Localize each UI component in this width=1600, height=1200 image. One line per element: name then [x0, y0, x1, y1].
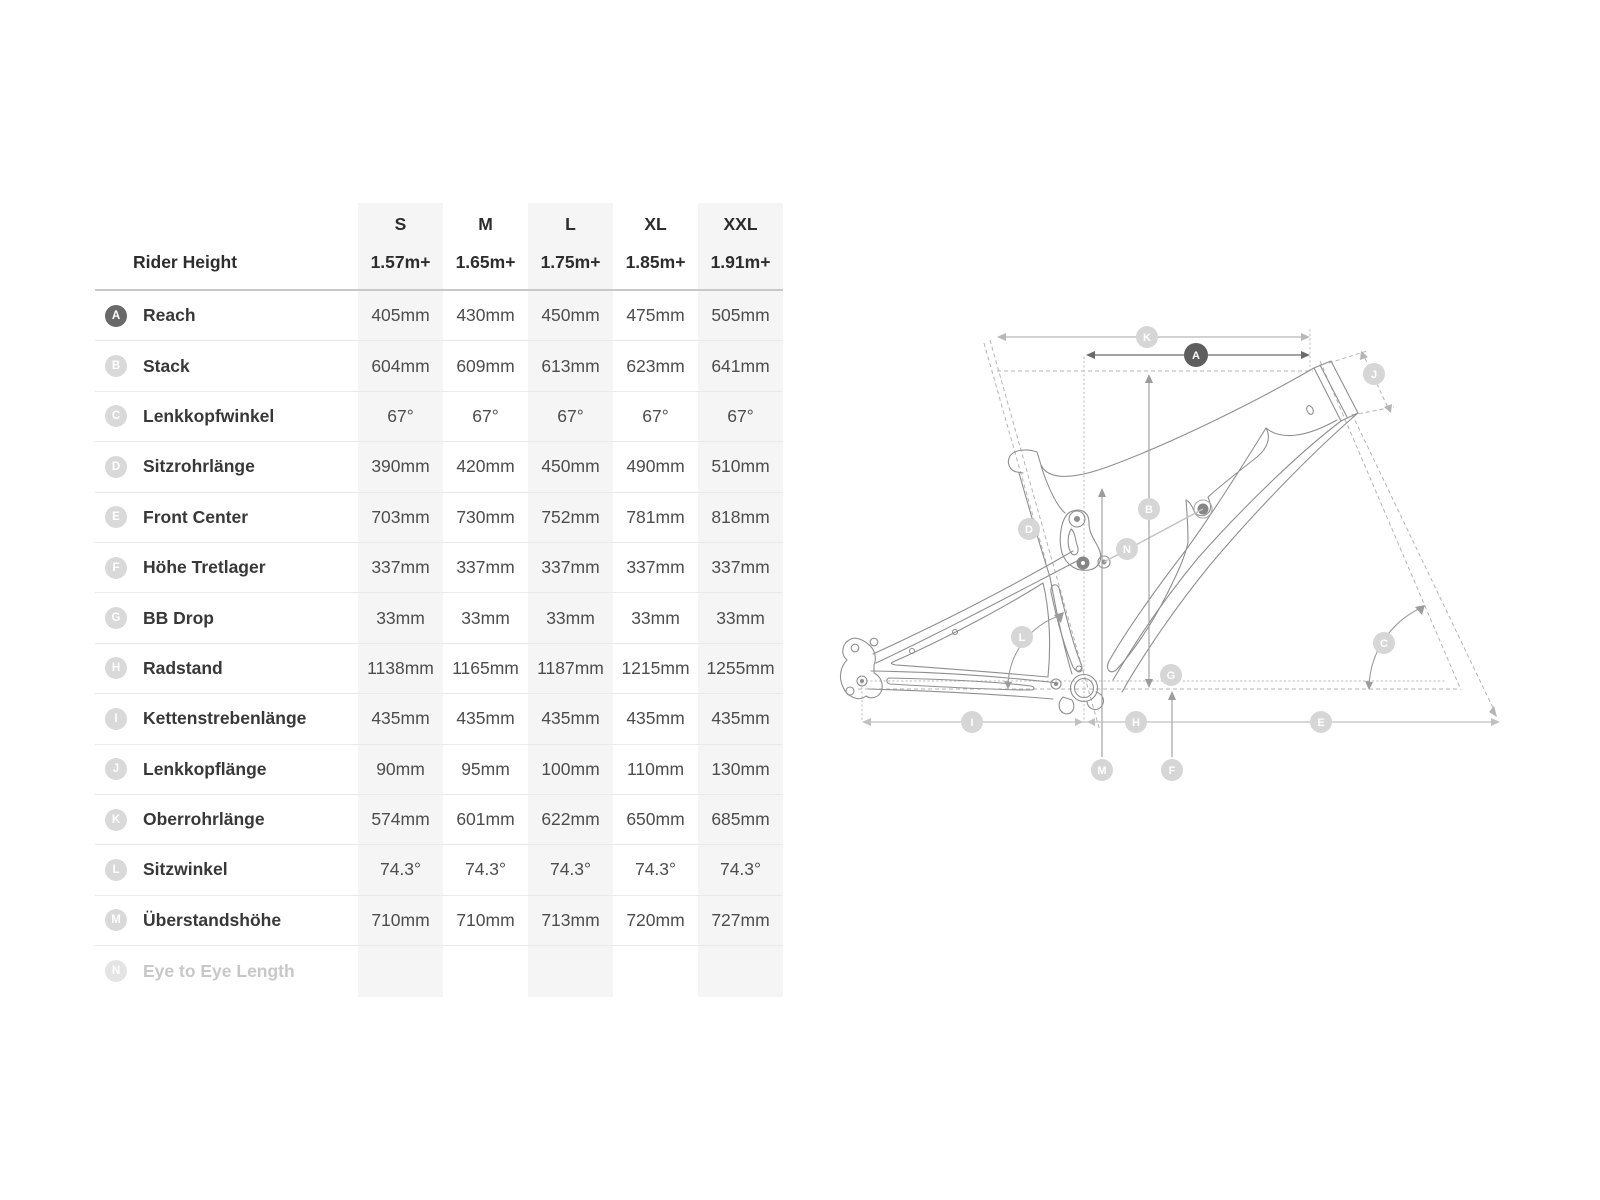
header-sizes-row [95, 214, 783, 235]
value-cell: 710mm [371, 909, 430, 930]
value-cell: 33mm [716, 607, 765, 628]
header-size-l: L [565, 214, 576, 234]
table-row-b [95, 341, 783, 391]
row-label-cell [95, 355, 358, 377]
row-label: Front Center [143, 506, 248, 527]
row-label-cell [95, 960, 358, 982]
seat-stay-upper [873, 551, 1073, 654]
value-cell: 818mm [711, 506, 770, 527]
head-tube-port [1305, 405, 1314, 416]
seatstay-bolt-1 [910, 649, 915, 654]
value-cell: 613mm [541, 355, 600, 376]
seat-angle-arc [1008, 615, 1062, 684]
table-header [95, 203, 783, 291]
value-cell: 1255mm [706, 657, 775, 678]
row-label: Sitzrohrlänge [143, 456, 255, 477]
value-cell: 110mm [626, 758, 685, 779]
seat-stay-lower [876, 561, 1077, 663]
value-cell: 435mm [456, 708, 515, 729]
seat-mast-right [1041, 466, 1065, 513]
value-cell: 74.3° [379, 859, 422, 880]
header-rider-height-s: 1.57m+ [370, 252, 431, 272]
value-cell: 574mm [371, 809, 430, 830]
value-cell: 505mm [711, 305, 770, 326]
marker-M [1091, 759, 1113, 781]
rocker-lower-bolt-center [1081, 561, 1085, 565]
header-rider-height-xl: 1.85m+ [625, 252, 686, 272]
value-cell: 1138mm [367, 657, 434, 678]
value-cell: 450mm [541, 305, 600, 326]
svg-text:K: K [1143, 332, 1151, 344]
value-cell: 74.3° [464, 859, 507, 880]
value-cell: 430mm [456, 305, 515, 326]
geometry-table [95, 203, 783, 996]
value-cell: 730mm [456, 506, 515, 527]
row-label-cell [95, 405, 358, 427]
seat-tube-window [1051, 585, 1082, 671]
table-row-c [95, 392, 783, 442]
value-cell: 337mm [456, 557, 515, 578]
marker-E [1310, 711, 1332, 733]
svg-text:L: L [1018, 632, 1026, 644]
value-cell: 435mm [711, 708, 770, 729]
svg-text:I: I [970, 717, 974, 729]
row-label: Höhe Tretlager [143, 557, 266, 578]
table-row-d [95, 442, 783, 492]
row-letter-badge: B [105, 355, 127, 377]
table-row-a [95, 291, 783, 341]
seat-mast-cap [1008, 450, 1041, 473]
svg-text:H: H [1132, 717, 1140, 729]
table-row-g [95, 593, 783, 643]
svg-text:N: N [1123, 544, 1131, 556]
value-cell: 90mm [376, 758, 425, 779]
chain-guide [1059, 697, 1074, 714]
value-cell: 650mm [626, 809, 685, 830]
head-tube-inner [1320, 365, 1347, 417]
table-row-e [95, 493, 783, 543]
value-cell: 67° [557, 405, 584, 426]
row-label-cell [95, 909, 358, 931]
value-cell: 33mm [376, 607, 425, 628]
value-cell: 74.3° [719, 859, 762, 880]
fork-axis-line [1352, 414, 1494, 710]
row-label: Lenkkopfwinkel [143, 405, 275, 426]
row-letter-badge: F [105, 557, 127, 579]
header-rider-height-xxl: 1.91m+ [710, 252, 771, 272]
marker-C [1373, 632, 1395, 654]
row-label: Stack [143, 355, 190, 376]
value-cell: 435mm [626, 708, 685, 729]
value-cell: 720mm [626, 909, 685, 930]
chain-stay-slot [887, 678, 1034, 690]
top-tube-junction [1266, 420, 1337, 436]
value-cell: 510mm [711, 456, 770, 477]
row-letter-badge: K [105, 809, 127, 831]
marker-F [1161, 759, 1183, 781]
value-cell: 67° [642, 405, 669, 426]
marker-B [1138, 498, 1160, 520]
row-label-cell [95, 557, 358, 579]
svg-text:F: F [1168, 765, 1176, 777]
value-cell: 74.3° [549, 859, 592, 880]
dropout-bolt-1 [851, 644, 859, 652]
frame-geometry-diagram [835, 320, 1515, 790]
marker-H [1125, 711, 1147, 733]
svg-text:E: E [1317, 717, 1325, 729]
row-letter-badge: I [105, 708, 127, 730]
value-cell: 710mm [456, 909, 515, 930]
value-cell: 623mm [626, 355, 685, 376]
value-cell: 420mm [456, 456, 515, 477]
row-letter-badge: E [105, 506, 127, 528]
row-label-cell [95, 456, 358, 478]
row-label: Reach [143, 305, 196, 326]
header-size-xxl: XXL [723, 214, 758, 234]
row-letter-badge: D [105, 456, 127, 478]
value-cell: 435mm [541, 708, 600, 729]
value-cell: 67° [472, 405, 499, 426]
row-label: Sitzwinkel [143, 859, 228, 880]
value-cell: 601mm [456, 809, 515, 830]
row-letter-badge: C [105, 405, 127, 427]
table-row-k [95, 795, 783, 845]
value-cell: 405mm [371, 305, 430, 326]
marker-D [1018, 518, 1040, 540]
dotted-reference-lines [862, 330, 1447, 722]
table-row-h [95, 644, 783, 694]
table-row-n [95, 946, 783, 996]
dropout-bolt-2 [846, 687, 854, 695]
value-cell: 67° [387, 405, 414, 426]
value-cell: 100mm [541, 758, 600, 779]
value-cell: 1165mm [452, 657, 519, 678]
table-row-f [95, 543, 783, 593]
value-cell: 337mm [626, 557, 685, 578]
top-tube-outer [1041, 368, 1314, 476]
svg-text:G: G [1166, 670, 1176, 682]
row-label-cell [95, 305, 358, 327]
head-tube [1314, 361, 1358, 421]
svg-text:D: D [1025, 524, 1033, 536]
value-cell: 337mm [371, 557, 430, 578]
value-cell: 641mm [711, 355, 770, 376]
row-letter-badge: H [105, 657, 127, 679]
table-row-j [95, 745, 783, 795]
value-cell: 1215mm [621, 657, 690, 678]
bike-frame-drawing [840, 361, 1358, 714]
row-letter-badge: J [105, 758, 127, 780]
row-label-cell [95, 607, 358, 629]
value-cell: 713mm [541, 909, 600, 930]
row-label-cell [95, 859, 358, 881]
row-letter-badge: L [105, 859, 127, 881]
table-rows [95, 291, 783, 996]
value-cell: 95mm [461, 758, 510, 779]
marker-N [1116, 538, 1138, 560]
value-cell: 435mm [371, 708, 430, 729]
table-row-l [95, 845, 783, 895]
value-cell: 752mm [541, 506, 600, 527]
value-cell: 604mm [371, 355, 430, 376]
svg-text:A: A [1192, 350, 1200, 362]
value-cell: 67° [727, 405, 754, 426]
row-label: Eye to Eye Length [143, 960, 295, 981]
rider-height-label: Rider Height [133, 252, 238, 272]
row-label-cell [95, 657, 358, 679]
row-letter-badge: A [105, 305, 127, 327]
row-label-cell [95, 708, 358, 730]
row-label-cell [95, 758, 358, 780]
header-heights-row [95, 252, 783, 273]
header-rider-height-m: 1.65m+ [455, 252, 516, 272]
row-letter-badge: G [105, 607, 127, 629]
marker-G [1160, 664, 1182, 686]
value-cell: 74.3° [634, 859, 677, 880]
header-size-s: S [394, 214, 407, 234]
marker-L [1011, 626, 1033, 648]
svg-text:C: C [1380, 638, 1388, 650]
value-cell: 622mm [541, 809, 600, 830]
dropout-bolt-3 [870, 638, 878, 646]
value-cell: 1187mm [537, 657, 604, 678]
svg-text:M: M [1097, 765, 1107, 777]
rear-axle-center [861, 680, 864, 683]
value-cell: 685mm [711, 809, 770, 830]
svg-text:J: J [1370, 369, 1378, 381]
row-label-cell [95, 809, 358, 831]
chainstay-pivot-center [1055, 683, 1058, 686]
row-label: Radstand [143, 657, 223, 678]
value-cell: 390mm [371, 456, 430, 477]
marker-I [961, 711, 983, 733]
value-cell: 33mm [631, 607, 680, 628]
arrowheads [862, 333, 1500, 726]
value-cell: 727mm [711, 909, 770, 930]
marker-K [1136, 326, 1158, 348]
value-cell: 609mm [456, 355, 515, 376]
svg-text:B: B [1145, 504, 1153, 516]
row-label: Lenkkopflänge [143, 758, 267, 779]
header-rider-height-l: 1.75m+ [540, 252, 601, 272]
down-tube-outer [1122, 413, 1358, 692]
header-size-xl: XL [644, 214, 667, 234]
row-label: Oberrohrlänge [143, 809, 265, 830]
value-cell: 33mm [546, 607, 595, 628]
value-cell: 33mm [461, 607, 510, 628]
value-cell: 450mm [541, 456, 600, 477]
table-row-i [95, 694, 783, 744]
value-cell: 490mm [626, 456, 685, 477]
marker-A-highlighted [1184, 343, 1208, 367]
value-cell: 781mm [626, 506, 685, 527]
value-cell: 703mm [371, 506, 430, 527]
value-cell: 337mm [541, 557, 600, 578]
diagram-markers [961, 326, 1395, 781]
header-size-m: M [478, 214, 493, 234]
row-label: Überstandshöhe [143, 909, 282, 930]
header-spacer [95, 214, 358, 235]
rocker-upper-pivot-center [1075, 517, 1080, 522]
row-label: Kettenstrebenlänge [143, 708, 307, 729]
measurement-lines [868, 337, 1494, 757]
value-cell: 337mm [711, 557, 770, 578]
value-cell: 130mm [711, 758, 770, 779]
row-label-cell [95, 506, 358, 528]
value-cell: 475mm [626, 305, 685, 326]
row-letter-badge: N [105, 960, 127, 982]
row-label: BB Drop [143, 607, 214, 628]
seat-tube-axis-line [990, 340, 1100, 731]
table-row-m [95, 896, 783, 946]
marker-J [1363, 363, 1385, 385]
row-letter-badge: M [105, 909, 127, 931]
